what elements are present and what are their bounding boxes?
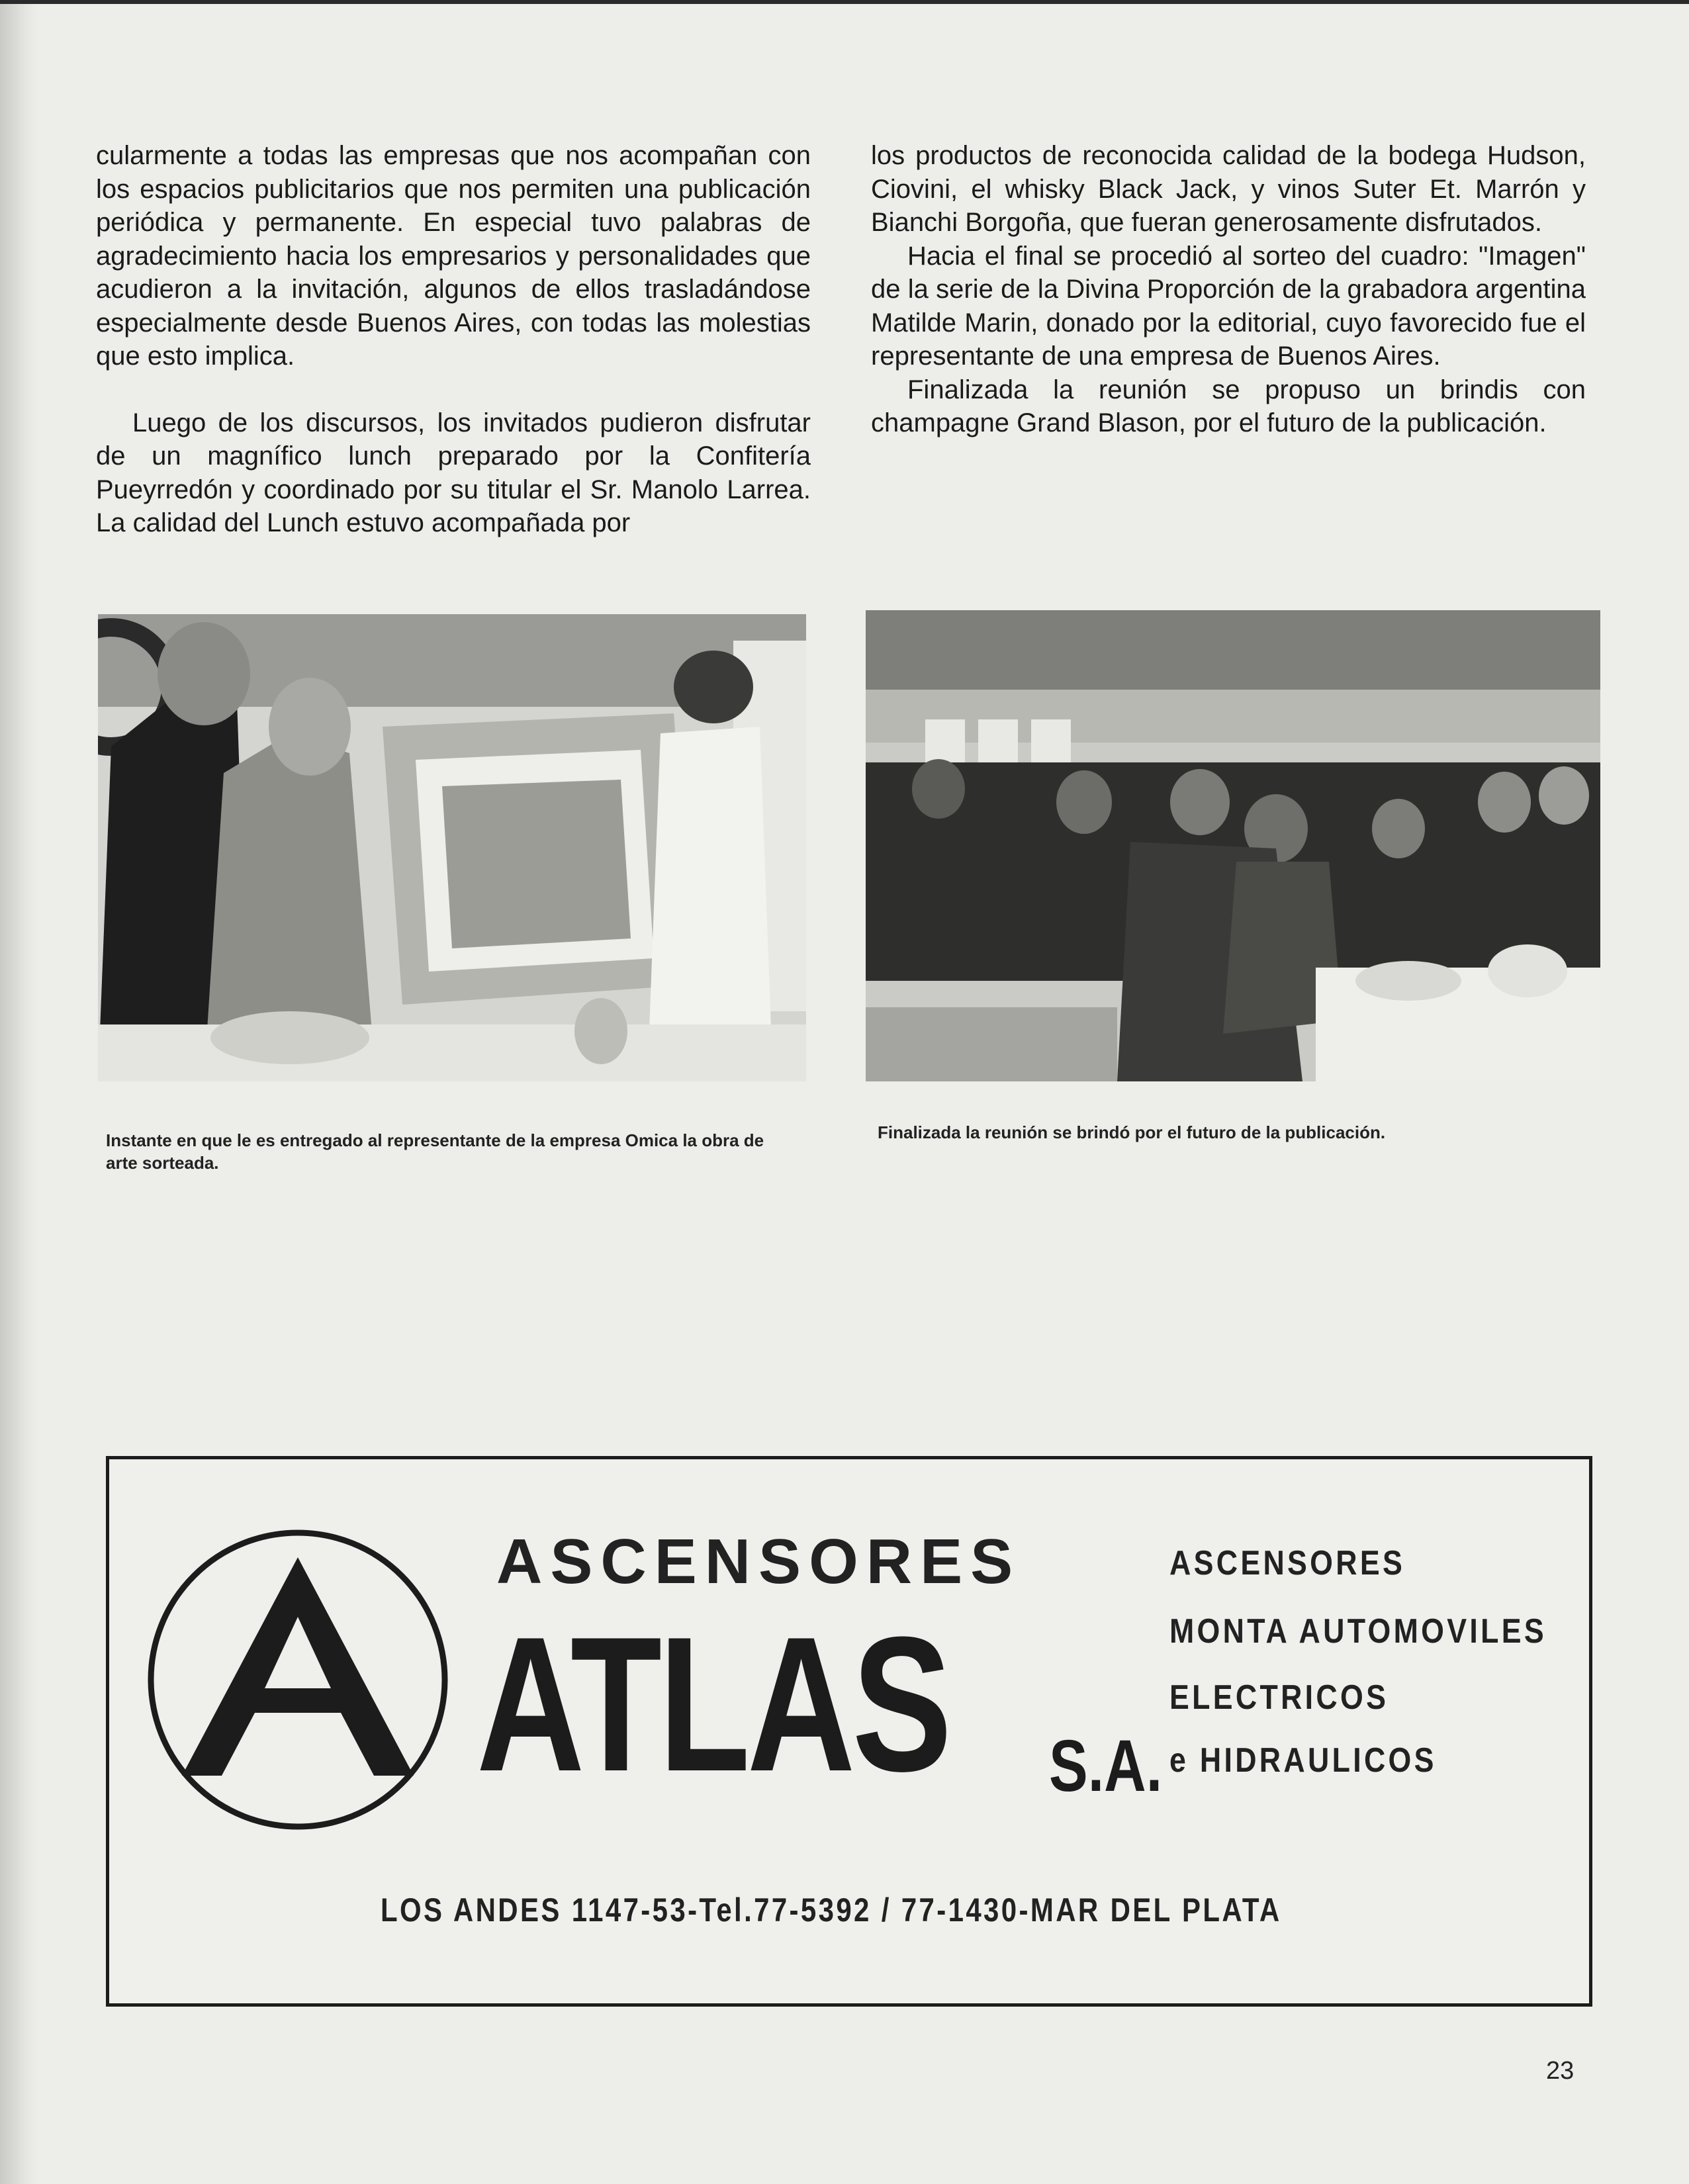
left-paragraph-2: Luego de los discursos, los invitados pudieron disfrutar de un magnífico lunch preparado por la Confitería Pueyrredón y coordinado por su titular el Sr. Manolo Larrea. La calidad del Lunch estuvo acompañada por xyxy=(96,408,811,537)
ad-service-item: MONTA AUTOMOVILES xyxy=(1169,1612,1547,1651)
ad-company-name: ATLAS xyxy=(477,1597,949,1811)
article-left-column xyxy=(96,139,811,540)
atlas-advertisement xyxy=(106,1456,1592,2007)
ad-contact-line: LOS ANDES 1147-53-Tel.77-5392 / 77-1430-MAR DEL PLATA xyxy=(381,1891,1282,1929)
ad-service-item: ASCENSORES xyxy=(1169,1544,1406,1582)
photo-caption-left: Instante en que le es entregado al representante de la empresa Omica la obra de arte sorteada. xyxy=(106,1130,764,1173)
article-right-column xyxy=(871,139,1586,440)
photo-artwork-presentation-image xyxy=(98,614,806,1081)
right-paragraph-3: Finalizada la reunión se propuso un brindis con champagne Grand Blason, por el futuro de la publicación. xyxy=(871,375,1586,437)
right-paragraph-2: Hacia el final se procedió al sorteo del cuadro: "Imagen" de la serie de la Divina Proporción de la grabadora argentina Matilde Marin, donado por la editorial, cuyo favorecido fue el representante de una empresa de Buenos Aires. xyxy=(871,241,1586,371)
ad-headline: ASCENSORES xyxy=(496,1526,1021,1597)
photo-toast-gathering xyxy=(866,610,1600,1081)
photo-artwork-presentation xyxy=(98,614,806,1081)
ad-service-item: e HIDRAULICOS xyxy=(1169,1741,1437,1780)
ad-service-item: ELECTRICOS xyxy=(1169,1678,1389,1717)
right-paragraph-1: los productos de reconocida calidad de la bodega Hudson, Ciovini, el whisky Black Jack, y vinos Suter Et. Marrón y Bianchi Borgoña, que fueran generosamente disfrutados. xyxy=(871,141,1586,237)
page-binding-edge xyxy=(0,0,38,2184)
page-number: 23 xyxy=(1546,2057,1575,2085)
ad-company-suffix: S.A. xyxy=(1049,1725,1163,1807)
photo-caption-right: Finalizada la reunión se brindó por el futuro de la publicación. xyxy=(878,1122,1386,1142)
atlas-logo-icon xyxy=(129,1511,473,1842)
left-paragraph-1: cularmente a todas las empresas que nos acompañan con los espacios publicitarios que nos permiten una publicación periódica y permanente. En especial tuvo palabras de agradecimiento hacia los empresarios y personalidades que acudieron a la invitación, algunos de ellos trasladándose especialmente desde Buenos Aires, con todas las molestias que esto implica. xyxy=(96,141,811,371)
photo-toast-gathering-image xyxy=(866,610,1600,1081)
page-top-edge xyxy=(0,0,1689,4)
